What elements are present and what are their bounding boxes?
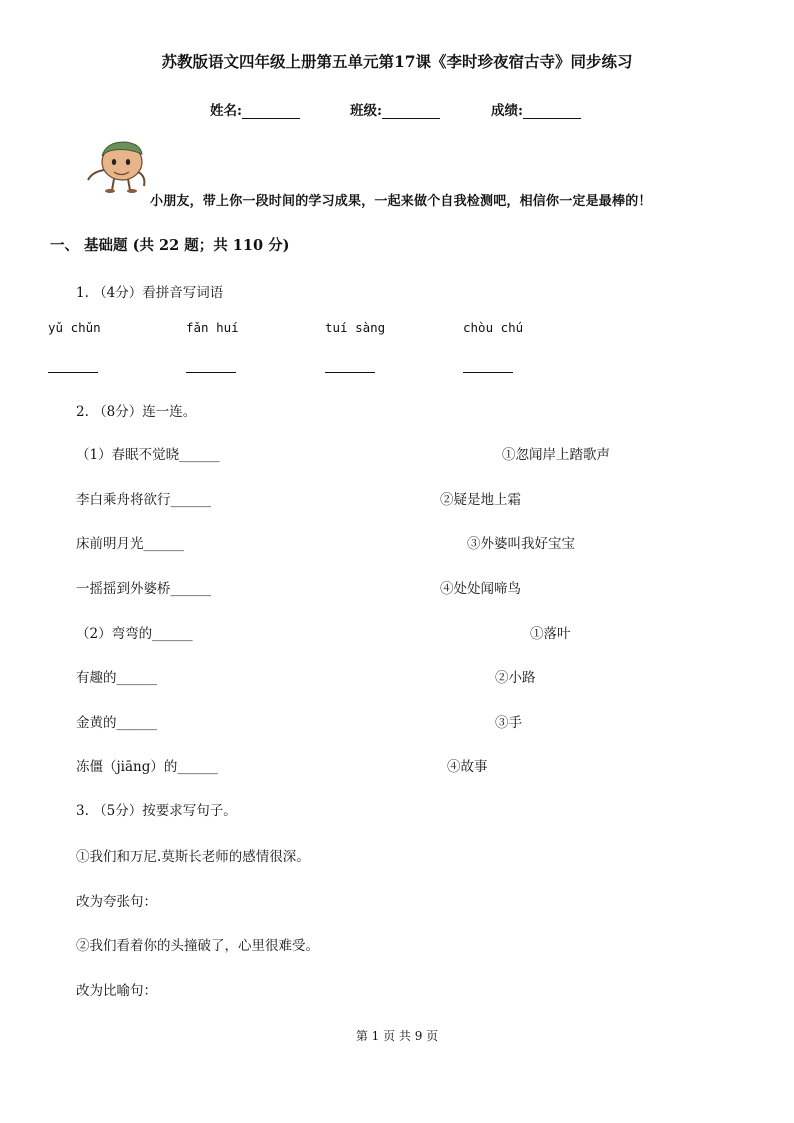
match-right-item: ②小路 (495, 670, 536, 686)
name-label: 姓名: (210, 103, 242, 119)
answer-blank-2[interactable] (186, 372, 236, 373)
score-label: 成绩: (491, 103, 523, 119)
match-left-item: （1）春眠不觉晓______ (76, 447, 220, 463)
match-right-item: ②疑是地上霜 (440, 492, 521, 508)
match-left-item: 床前明月光______ (76, 536, 184, 552)
encouragement-text: 小朋友，带上你一段时间的学习成果，一起来做个自我检测吧，相信你一定是最棒的！ (150, 194, 652, 209)
score-field (491, 99, 581, 119)
name-blank[interactable] (242, 118, 300, 119)
match-right-item: ③手 (495, 715, 522, 731)
question-2-label: 2. （8分）连一连。 (76, 404, 197, 420)
class-field (350, 99, 440, 119)
pinyin-4: chòu chú (463, 320, 524, 335)
match-left-item: 有趣的______ (76, 670, 157, 686)
match-left-item: 冻僵（jiāng）的______ (76, 759, 218, 775)
class-label: 班级: (350, 103, 382, 119)
answer-blank-1[interactable] (48, 372, 98, 373)
question-3-label: 3. （5分）按要求写句子。 (76, 803, 237, 819)
pinyin-1: yǔ chǔn (48, 320, 101, 335)
match-right-item: ①忽闻岸上踏歌声 (502, 447, 610, 463)
match-left-item: 一摇摇到外婆桥______ (76, 581, 211, 597)
name-field (210, 99, 300, 119)
instruction-1: 改为夸张句： (76, 894, 157, 910)
sentence-1: ①我们和万尼.莫斯长老师的感情很深。 (76, 849, 310, 865)
instruction-2: 改为比喻句： (76, 983, 157, 999)
answer-blank-4[interactable] (463, 372, 513, 373)
pinyin-3: tuí sàng (325, 320, 386, 335)
match-left-item: （2）弯弯的______ (76, 626, 193, 642)
match-right-item: ③外婆叫我好宝宝 (467, 536, 575, 552)
pinyin-2: fǎn huí (186, 320, 239, 335)
score-blank[interactable] (523, 118, 581, 119)
match-right-item: ①落叶 (530, 626, 571, 642)
mascot-illustration (84, 136, 154, 198)
match-left-item: 金黄的______ (76, 715, 157, 731)
section-heading: 一、 基础题 (共 22 题；共 110 分) (50, 237, 290, 254)
class-blank[interactable] (382, 118, 440, 119)
question-1-label: 1. （4分）看拼音写词语 (76, 285, 224, 301)
page-title: 苏教版语文四年级上册第五单元第17课《李时珍夜宿古寺》同步练习 (161, 52, 633, 71)
match-right-item: ④处处闻啼鸟 (440, 581, 521, 597)
match-right-item: ④故事 (447, 759, 488, 775)
answer-blank-3[interactable] (325, 372, 375, 373)
sentence-2: ②我们看着你的头撞破了，心里很难受。 (76, 938, 319, 954)
match-left-item: 李白乘舟将欲行______ (76, 492, 211, 508)
page-footer: 第 1 页 共 9 页 (355, 1029, 439, 1043)
